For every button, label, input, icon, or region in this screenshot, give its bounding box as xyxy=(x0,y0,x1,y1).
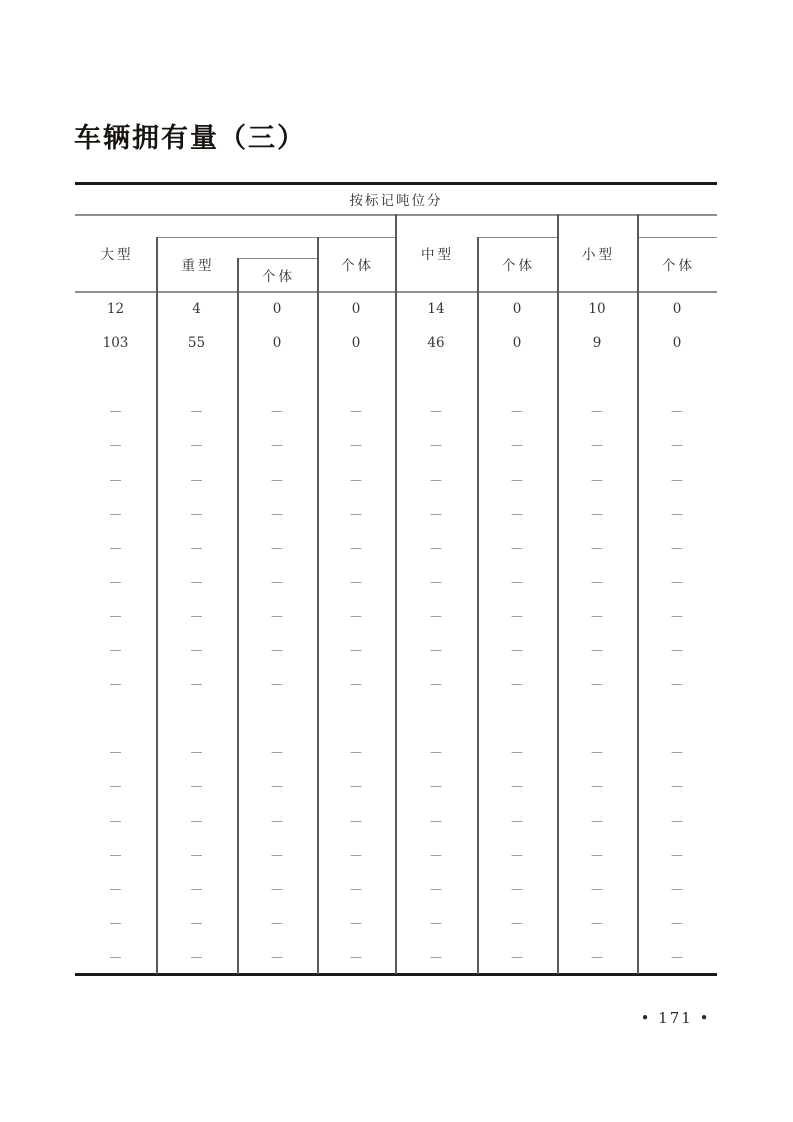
table-cell: — xyxy=(511,506,523,521)
table-cell: — xyxy=(511,438,523,453)
table-cell: — xyxy=(271,949,283,964)
table-cell: — xyxy=(271,745,283,760)
table-cell: — xyxy=(430,745,442,760)
table-cell: — xyxy=(430,881,442,896)
table-cell: — xyxy=(109,608,122,623)
table-cell: — xyxy=(511,779,523,794)
table-cell: — xyxy=(350,472,362,487)
table-cell: — xyxy=(350,438,362,453)
table-cell: — xyxy=(671,472,683,487)
header-cell-large: 大型 xyxy=(100,247,134,263)
table-cell: — xyxy=(350,915,362,930)
table-cell: — xyxy=(109,574,122,589)
table-cell: — xyxy=(430,574,442,589)
table-cell: — xyxy=(430,915,442,930)
table-cell: 0 xyxy=(512,301,522,318)
table-cell: 0 xyxy=(672,335,682,352)
table-cell: — xyxy=(190,540,203,555)
table-cell: — xyxy=(671,847,683,862)
table-cell: 12 xyxy=(106,301,125,318)
table-cell: — xyxy=(591,847,603,862)
table-cell: — xyxy=(430,540,442,555)
table-cell: — xyxy=(271,677,283,692)
table-cell: — xyxy=(511,915,523,930)
table-cell: — xyxy=(511,881,523,896)
table-cell: — xyxy=(109,847,122,862)
table-cell: — xyxy=(271,608,283,623)
table-cell: — xyxy=(671,915,683,930)
table-cell: — xyxy=(190,949,203,964)
table-cell: — xyxy=(350,506,362,521)
table-cell: — xyxy=(190,438,203,453)
table-cell: — xyxy=(109,643,122,658)
table-cell: — xyxy=(190,915,203,930)
table-cell: — xyxy=(109,677,122,692)
table-cell: — xyxy=(671,506,683,521)
table-cell: — xyxy=(350,643,362,658)
table-cell: — xyxy=(271,438,283,453)
table-cell: — xyxy=(671,745,683,760)
table-cell: — xyxy=(109,404,122,419)
table-cell: — xyxy=(671,574,683,589)
table-cell: — xyxy=(271,574,283,589)
table-cell: — xyxy=(109,779,122,794)
table-cell: — xyxy=(271,540,283,555)
table-cell: — xyxy=(591,608,603,623)
table-cell: — xyxy=(190,472,203,487)
table-cell: — xyxy=(109,472,122,487)
table-cell: — xyxy=(190,813,203,828)
page-title: 车辆拥有量（三） xyxy=(74,123,306,154)
table-cell: — xyxy=(511,574,523,589)
table-cell: 14 xyxy=(427,301,445,318)
table-cell: — xyxy=(671,949,683,964)
table-cell: — xyxy=(350,540,362,555)
table-cell: — xyxy=(430,643,442,658)
table-cell: — xyxy=(350,745,362,760)
table-cell: — xyxy=(350,677,362,692)
table-cell: — xyxy=(109,915,122,930)
table-cell: — xyxy=(350,608,362,623)
table-cell: — xyxy=(671,608,683,623)
table-cell: — xyxy=(591,574,603,589)
table-cell: 0 xyxy=(272,301,282,318)
table-cell: — xyxy=(430,404,442,419)
table-cell: — xyxy=(109,745,122,760)
table-cell: — xyxy=(511,949,523,964)
table-cell: — xyxy=(511,472,523,487)
table-cell: — xyxy=(271,506,283,521)
table-cell: — xyxy=(591,915,603,930)
table-cell: — xyxy=(591,438,603,453)
table-cell: — xyxy=(671,540,683,555)
table-cell: — xyxy=(671,404,683,419)
table-cell: — xyxy=(271,881,283,896)
table-cell: — xyxy=(591,404,603,419)
table-cell: — xyxy=(109,438,122,453)
header-cell-individual: 个体 xyxy=(341,258,374,274)
table-cell: — xyxy=(190,608,203,623)
table-cell: — xyxy=(430,949,442,964)
table-cell: 9 xyxy=(592,335,602,352)
table-cell: — xyxy=(109,949,122,964)
table-cell: — xyxy=(350,404,362,419)
table-cell: — xyxy=(271,915,283,930)
table-cell: 0 xyxy=(512,335,522,352)
table-cell: — xyxy=(109,813,122,828)
table-cell: — xyxy=(190,643,203,658)
table-cell: — xyxy=(430,779,442,794)
table-cell: — xyxy=(190,847,203,862)
table-cell: — xyxy=(190,506,203,521)
table-cell: — xyxy=(591,677,603,692)
table-cell: — xyxy=(350,574,362,589)
table-cell: — xyxy=(591,540,603,555)
table-cell: — xyxy=(109,881,122,896)
table-cell: — xyxy=(511,540,523,555)
table-cell: — xyxy=(430,506,442,521)
table-cell: — xyxy=(591,881,603,896)
table-cell: — xyxy=(591,779,603,794)
header-cell-heavy-individual: 个体 xyxy=(262,268,295,285)
table-cell: — xyxy=(591,745,603,760)
header-cell-small: 小型 xyxy=(582,247,615,263)
table-cell: — xyxy=(271,813,283,828)
table-cell: — xyxy=(430,608,442,623)
table-cell: — xyxy=(190,574,203,589)
header-cell-heavy: 重型 xyxy=(181,258,215,274)
table-banner-tonnage: 按标记吨位分 xyxy=(349,192,443,209)
table-cell: — xyxy=(350,847,362,862)
table-cell: — xyxy=(430,813,442,828)
table-cell: — xyxy=(671,438,683,453)
table-cell: — xyxy=(190,779,203,794)
table-cell: — xyxy=(671,643,683,658)
header-cell-medium-individual: 个体 xyxy=(502,258,535,274)
table-cell: 103 xyxy=(102,335,129,352)
table-cell: — xyxy=(190,677,203,692)
table-cell: — xyxy=(350,881,362,896)
table-cell: — xyxy=(430,472,442,487)
table-cell: — xyxy=(190,881,203,896)
table-cell: 0 xyxy=(351,335,361,352)
table-cell: — xyxy=(271,847,283,862)
table-cell: — xyxy=(591,949,603,964)
table-cell: — xyxy=(430,847,442,862)
table-cell: 4 xyxy=(192,301,201,318)
table-cell: 0 xyxy=(351,301,361,318)
table-cell: — xyxy=(511,745,523,760)
table-cell: — xyxy=(190,404,203,419)
table-cell: — xyxy=(430,677,442,692)
table-cell: — xyxy=(591,813,603,828)
table-cell: — xyxy=(671,677,683,692)
table-cell: — xyxy=(271,779,283,794)
table-cell: 10 xyxy=(588,301,606,318)
page-number: • 171 • xyxy=(640,1009,711,1027)
table-cell: — xyxy=(430,438,442,453)
table-cell: — xyxy=(190,745,203,760)
table-cell: — xyxy=(591,506,603,521)
table-cell: 0 xyxy=(272,335,282,352)
table-cell: — xyxy=(671,881,683,896)
table-cell: 55 xyxy=(187,335,206,352)
table-cell: — xyxy=(671,813,683,828)
header-cell-small-individual: 个体 xyxy=(662,258,695,274)
header-cell-medium: 中型 xyxy=(421,247,454,263)
table-cell: — xyxy=(350,813,362,828)
table-cell: — xyxy=(271,472,283,487)
table-cell: — xyxy=(109,540,122,555)
table-cell: — xyxy=(350,949,362,964)
table-cell: — xyxy=(350,779,362,794)
table-cell: — xyxy=(511,404,523,419)
table-cell: 0 xyxy=(672,301,682,318)
table-cell: — xyxy=(109,506,122,521)
table-cell: — xyxy=(671,779,683,794)
table-cell: — xyxy=(271,404,283,419)
table-cell: — xyxy=(511,608,523,623)
table-cell: — xyxy=(271,643,283,658)
table-cell: — xyxy=(511,813,523,828)
table-cell: — xyxy=(511,643,523,658)
table-cell: — xyxy=(511,847,523,862)
table-cell: — xyxy=(591,643,603,658)
table-cell: 46 xyxy=(427,335,445,352)
table-cell: — xyxy=(591,472,603,487)
table-cell: — xyxy=(511,677,523,692)
